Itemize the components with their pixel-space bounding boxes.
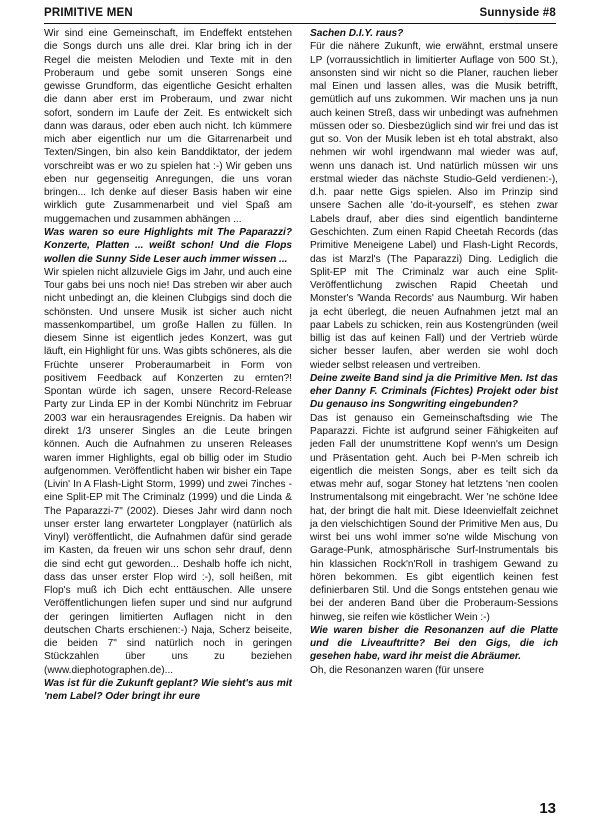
text-column-right <box>310 27 558 677</box>
interview-answer: Wir sind eine Gemeinschaft, im Endeffekt entstehen die Songs durch uns alle drei. Klar bring ich in der Regel die meisten Melodien und Texte mit in den Proberaum und gebe somit unseren Songs eine gewisse Grundform, das eigentliche Gesicht erhalten die dann aber erst im Proberaum, und zwar nicht sofort, sondern im Laufe der Zeit. Es entwickelt sich dann was daraus, oder eben auch nicht. Ich kümmere mich aber eigentlich nur um die Gitarrenarbeit und Texten/Singen, bin also kein Banddiktator, der jedem vorschreibt was er wo zu spielen hat :-) Wir geben uns eben nur gegenseitig Anregungen, die uns voran bringen... Ich denke auf dieser Basis haben wir eine wirklich gute Zusammenarbeit und viel Spaß am muggemachen und zusammen abhängen ... <box>44 28 292 225</box>
interview-answer: Für die nähere Zukunft, wie erwähnt, erstmal unsere LP (vorraussichtlich in limitierter Auflage von 500 St.), ansonsten sind wir nicht so die Planer, rauchen lieber mal Einen und lassen alles, was die Musik betrifft, gemütlich auf uns zukommen. Wir machen uns ja nun auch keinen Streß, dass wir unbedingt was aufnehmen müssen oder so. Diesbezüglich sind wir frei und das ist gut so. Von der Musik leben ist eh total abstrakt, also nehmen wir wohl irgendwann mal wieder was auf, wenn uns danach ist. Und natürlich müssen wir uns erstmal wieder das nächste Studio-Geld verdienen:-), d.h. paar nette Gigs spielen. Also im Prinzip sind unsere Sachen alle 'do-it-yourself', es stehen zwar Labels drauf, aber dies sind eigentlich bandinterne Geschichten. Zum einen Rapid Cheetah Records (das Primitive Meneigene Label) und Flash-Light Records, das ist Marzl's (The Paparazzi) Ding. Lediglich die Split-EP mit The Criminalz war auch eine Split-Veröffentlichung zwischen Rapid Cheetah und Monster's 'Wanda Records' aus Naumburg. Wir haben ja echt überlegt, die neuen Aufnahmen jetzt mal an paar Labels zu schicken, rein aus Kostengründen (weil billig ist das auf keinen Fall) und der Vertrieb würde sicher besser laufen, aber werden sie wohl doch wieder selbst releasen und vertreiben. <box>310 41 558 371</box>
interview-question: Sachen D.I.Y. raus? <box>310 28 404 39</box>
interview-answer: Wir spielen nicht allzuviele Gigs im Jahr, und auch eine Tour gabs bei uns noch nie! Das streben wir aber auch nicht unbedingt an, die kleinen Clubgigs sind doch die schönsten. Und unsere Musik ist sicher auch nicht massenkompartibel, um große Hallen zu füllen. In diesem Sinne ist eigentlich jedes Konzert, was gut läuft, ein Highlight für uns. Was gibts schöneres, als die Früchte unserer Proberaumarbeit in Form von positivem Feedback auf Konzerten zu ernten?! Spontan würde ich sagen, unsere Record-Release Party zur Linda EP in der Kombi Nünchritz im Februar 2003 war ein herausragendes Ereignis. Da haben wir direkt 1/3 unserer Singles an die Leute bringen können. Auch die Aufnahmen zu unseren Releases waren immer Highlights, egal ob billig oder im Studio aufgenommen. Veröffentlicht haben wir bisher ein Tape (Livin' In A Flash-Light Storm, 1999) und zwei 7inches - eine Split-EP mit The Criminalz (1999) und die Linda & The Paparazzi-7" (2002). Dieses Jahr wird dann noch unser erster lang erwarteter Longplayer (natürlich als Vinyl) veröffentlicht, die Aufnahmen dafür sind gerade im Kasten, da freuen wir uns schon sehr drauf, denn die sind echt gut geworden... Deshalb hoffe ich nicht, dass das unser erster Flop wird :-), soll heißen, mit Flop's muß ich Dich echt enttäuschen. Alle unsere Veröffentlichungen liefen super und sind nur aufgrund der geringen limitierten Auflagen nicht in den deutschen Charts erschienen:-) Naja, Scherz beiseite, die beiden 7" sind natürlich noch in geringen Stückzahlen über uns zu beziehen (www.diephotographen.de)... <box>44 266 292 676</box>
running-header-band: PRIMITIVE MEN <box>44 7 133 19</box>
text-column-left <box>44 27 292 704</box>
interview-question: Was waren so eure Highlights mit The Paparazzi? Konzerte, Platten ... weißt schon! Und die Flops wollen die Sunny Side Leser auch immer wissen ... <box>44 226 292 265</box>
interview-answer: Das ist genauso ein Gemeinschaftsding wie The Paparazzi. Fichte ist aufgrund seiner Fähigkeiten auf jeden Fall der unumstrittene Kopf wenn's um Design und Präsentation geht. Auch bei P-Men schreib ich eigentlich die meisten Songs, aber es teilt sich da etwas mehr auf, sogar Stoney hat letztens 'nen coolen Instrumentalsong mit eingebracht. Wer 'ne schöne Idee hat, der bringt die halt mit. Diese Ideenvielfalt zeichnet ja den vielschichtigen Sound der Primitive Men aus, Du wirst bei uns wohl immer so'ne wilde Mischung von Garage-Punk, atmosphärische Surf-Instrumentals bis hin klassichen Rock'n'Roll in trashigem Gewand zu hören bekommen. Es gibt eigentlich keinen fest definierbaren Stil. Und die Songs entstehen genau wie bei der anderen Band über die Proberaum-Sessions hinweg, sie reifen wie köstlicher Wein :-) <box>310 412 558 623</box>
interview-question: Wie waren bisher die Resonanzen auf die Platte und die Liveauftritte? Bei den Gigs, die ich gesehen habe, ward ihr meist die Abräumer. <box>310 624 558 663</box>
interview-answer: Oh, die Resonanzen waren (für unsere <box>310 664 484 676</box>
header-rule <box>44 23 556 24</box>
interview-question: Deine zweite Band sind ja die Primitive Men. Ist das eher Danny F. Criminals (Fichtes) Projekt oder bist Du genauso ins Songwriting eingebunden? <box>310 372 558 411</box>
interview-question: Was ist für die Zukunft geplant? Wie sieht's aus mit 'nem Label? Oder bringt ihr eure <box>44 678 292 703</box>
running-header-issue: Sunnyside #8 <box>479 7 556 19</box>
page-number: 13 <box>539 800 556 817</box>
